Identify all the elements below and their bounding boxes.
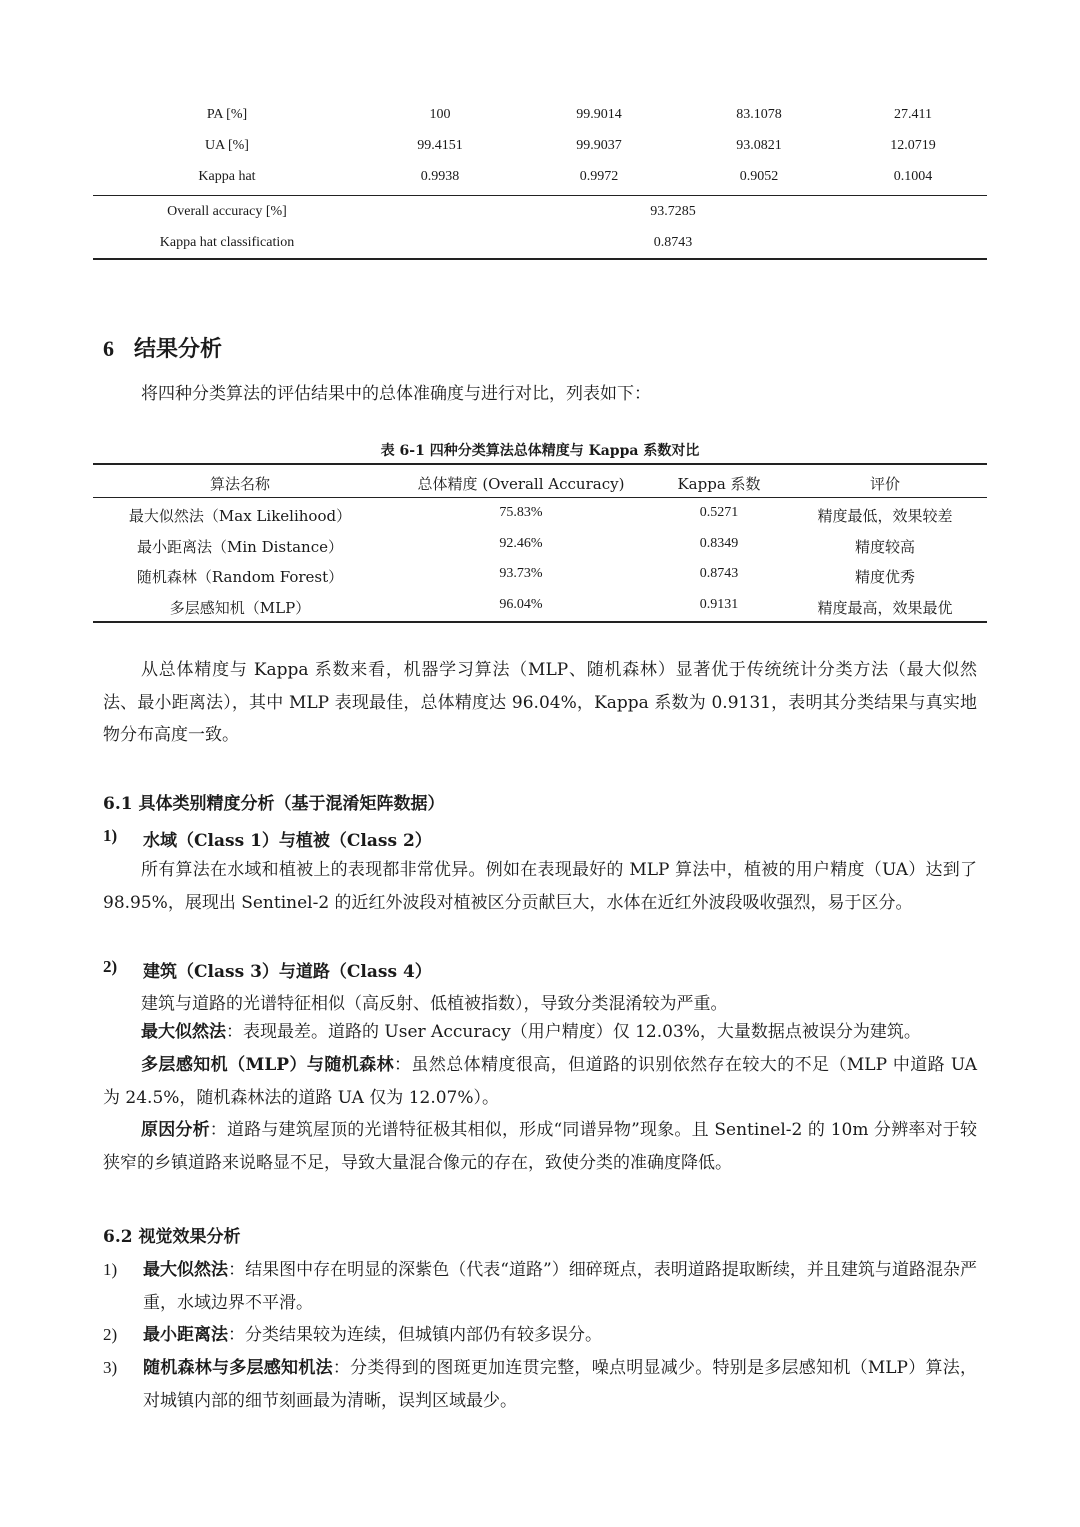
table-header-rule bbox=[93, 497, 987, 498]
table-row bbox=[93, 197, 987, 228]
intro-text: 将四种分类算法的评估结果中的总体准确度与进行对比，列表如下： bbox=[141, 384, 651, 404]
overall-accuracy: 92.46% bbox=[499, 536, 543, 551]
list-number: 3) bbox=[103, 1358, 118, 1377]
kappa-value: 0.8743 bbox=[699, 566, 739, 581]
table-row bbox=[93, 162, 987, 193]
section-number: 6 bbox=[103, 336, 114, 361]
kappa-value: 0.9131 bbox=[699, 597, 739, 612]
list-item-title: 建筑（Class 3）与道路（Class 4） bbox=[143, 962, 432, 982]
term-text: ：结果图中存在明显的深紫色（代表“道路”）细碎斑点，表明道路提取断续，并且建筑与道路混杂严重，水域边界不平滑。 bbox=[143, 1260, 977, 1313]
cell: 99.9014 bbox=[576, 107, 622, 122]
table-row bbox=[93, 100, 987, 131]
cell: 0.9052 bbox=[739, 169, 779, 184]
list-item-body bbox=[143, 1254, 977, 1320]
term-label: 最小距离法 bbox=[143, 1325, 228, 1345]
table-top-rule bbox=[93, 463, 987, 465]
table-divider bbox=[93, 195, 987, 196]
cell: 83.1078 bbox=[736, 107, 782, 122]
column-header: 总体精度 (Overall Accuracy) bbox=[417, 475, 625, 493]
term-text: ：分类得到的图斑更加连贯完整，噪点明显减少。特别是多层感知机（MLP）算法，对城镇内部的细节刻画最为清晰，误判区域最少。 bbox=[143, 1358, 977, 1411]
table-row bbox=[93, 499, 987, 530]
algorithm-name: 最小距离法（Min Distance） bbox=[136, 538, 344, 556]
column-header: 评价 bbox=[869, 475, 901, 493]
table-row bbox=[93, 131, 987, 162]
cell: 27.411 bbox=[894, 107, 932, 122]
table-header-row bbox=[93, 467, 987, 498]
evaluation: 精度优秀 bbox=[854, 568, 916, 586]
overall-accuracy: 96.04% bbox=[499, 597, 543, 612]
row-label: PA [%] bbox=[206, 107, 248, 122]
row-label: Overall accuracy [%] bbox=[167, 204, 287, 219]
term-label: 原因分析 bbox=[141, 1120, 210, 1140]
term-text: ：虽然总体精度很高，但道路的识别依然存在较大的不足（MLP 中道路 UA 为 24.5%，随机森林法的道路 UA 仅为 12.07%）。 bbox=[103, 1055, 977, 1108]
column-header: Kappa 系数 bbox=[677, 475, 761, 493]
section-heading bbox=[103, 332, 222, 363]
accuracy-table-top bbox=[93, 100, 987, 193]
table-row bbox=[93, 591, 987, 622]
cell: 0.8743 bbox=[653, 235, 693, 250]
evaluation: 精度最低，效果较差 bbox=[817, 507, 953, 525]
section-title: 结果分析 bbox=[134, 336, 223, 362]
table-row bbox=[93, 560, 987, 591]
algorithm-name: 多层感知机（MLP） bbox=[169, 599, 311, 617]
subsection-heading: 6.2 视觉效果分析 bbox=[103, 1227, 241, 1247]
summary-paragraph: 从总体精度与 Kappa 系数来看，机器学习算法（MLP、随机森林）显著优于传统统计分类方法（最大似然法、最小距离法），其中 MLP 表现最佳，总体精度达 96.04%，Kappa 系数为 0.9131，表明其分类结果与真实地物分布高度一致。 bbox=[103, 660, 977, 745]
paragraph bbox=[103, 1016, 977, 1049]
cell: 100 bbox=[429, 107, 451, 122]
term-label: 多层感知机（MLP）与随机森林 bbox=[141, 1055, 394, 1075]
table-bottom-rule bbox=[93, 258, 987, 260]
list-number: 1) bbox=[103, 826, 118, 845]
table-row bbox=[93, 530, 987, 561]
table-bottom-rule bbox=[93, 621, 987, 623]
paragraph: 所有算法在水域和植被上的表现都非常优异。例如在表现最好的 MLP 算法中，植被的用户精度（UA）达到了 98.95%，展现出 Sentinel-2 的近红外波段对植被区分贡献巨大，水体在近红外波段吸收强烈，易于区分。 bbox=[103, 860, 977, 913]
term-label: 随机森林与多层感知机法 bbox=[143, 1358, 333, 1378]
evaluation: 精度最高，效果最优 bbox=[817, 599, 953, 617]
row-label: Kappa hat classification bbox=[159, 235, 295, 250]
subsection-heading: 6.1 具体类别精度分析（基于混淆矩阵数据） bbox=[103, 794, 445, 814]
term-text: ：表现最差。道路的 User Accuracy（用户精度）仅 12.03%，大量数据点被误分为建筑。 bbox=[226, 1022, 921, 1042]
kappa-value: 0.8349 bbox=[699, 536, 739, 551]
overall-accuracy: 93.73% bbox=[499, 566, 543, 581]
kappa-value: 0.5271 bbox=[699, 505, 739, 520]
paragraph: 建筑与道路的光谱特征相似（高反射、低植被指数），导致分类混淆较为严重。 bbox=[141, 994, 728, 1014]
cell: 93.0821 bbox=[736, 138, 782, 153]
term-label: 最大似然法 bbox=[141, 1022, 226, 1042]
table-row bbox=[93, 228, 987, 259]
list-item-body bbox=[143, 1352, 977, 1418]
list-item-body bbox=[143, 1319, 977, 1352]
algorithm-name: 随机森林（Random Forest） bbox=[136, 568, 344, 586]
row-label: UA [%] bbox=[205, 138, 249, 153]
list-number: 2) bbox=[103, 1325, 118, 1344]
row-label: Kappa hat bbox=[198, 169, 256, 184]
list-item-title: 水域（Class 1）与植被（Class 2） bbox=[143, 831, 432, 851]
cell: 99.9037 bbox=[576, 138, 622, 153]
list-number: 2) bbox=[103, 957, 118, 976]
column-header: 算法名称 bbox=[209, 475, 271, 493]
term-text: ：道路与建筑屋顶的光谱特征极其相似，形成“同谱异物”现象。且 Sentinel-2 的 10m 分辨率对于较狭窄的乡镇道路来说略显不足，导致大量混合像元的存在，致使分类的准确度降低。 bbox=[103, 1120, 977, 1173]
cell: 99.4151 bbox=[417, 138, 463, 153]
algorithm-name: 最大似然法（Max Likelihood） bbox=[128, 507, 352, 525]
table-caption: 表 6-1 四种分类算法总体精度与 Kappa 系数对比 bbox=[380, 443, 700, 459]
term-text: ：分类结果较为连续，但城镇内部仍有较多误分。 bbox=[228, 1325, 602, 1345]
overall-accuracy: 75.83% bbox=[499, 505, 543, 520]
term-label: 最大似然法 bbox=[143, 1260, 229, 1280]
cell: 0.9938 bbox=[420, 169, 460, 184]
cell: 0.9972 bbox=[579, 169, 619, 184]
paragraph bbox=[103, 1049, 977, 1114]
evaluation: 精度较高 bbox=[854, 538, 916, 556]
accuracy-table-summary bbox=[93, 197, 987, 259]
cell: 12.0719 bbox=[890, 138, 936, 153]
list-number: 1) bbox=[103, 1260, 118, 1279]
cell: 93.7285 bbox=[650, 204, 696, 219]
cell: 0.1004 bbox=[893, 169, 933, 184]
paragraph bbox=[103, 1114, 977, 1179]
